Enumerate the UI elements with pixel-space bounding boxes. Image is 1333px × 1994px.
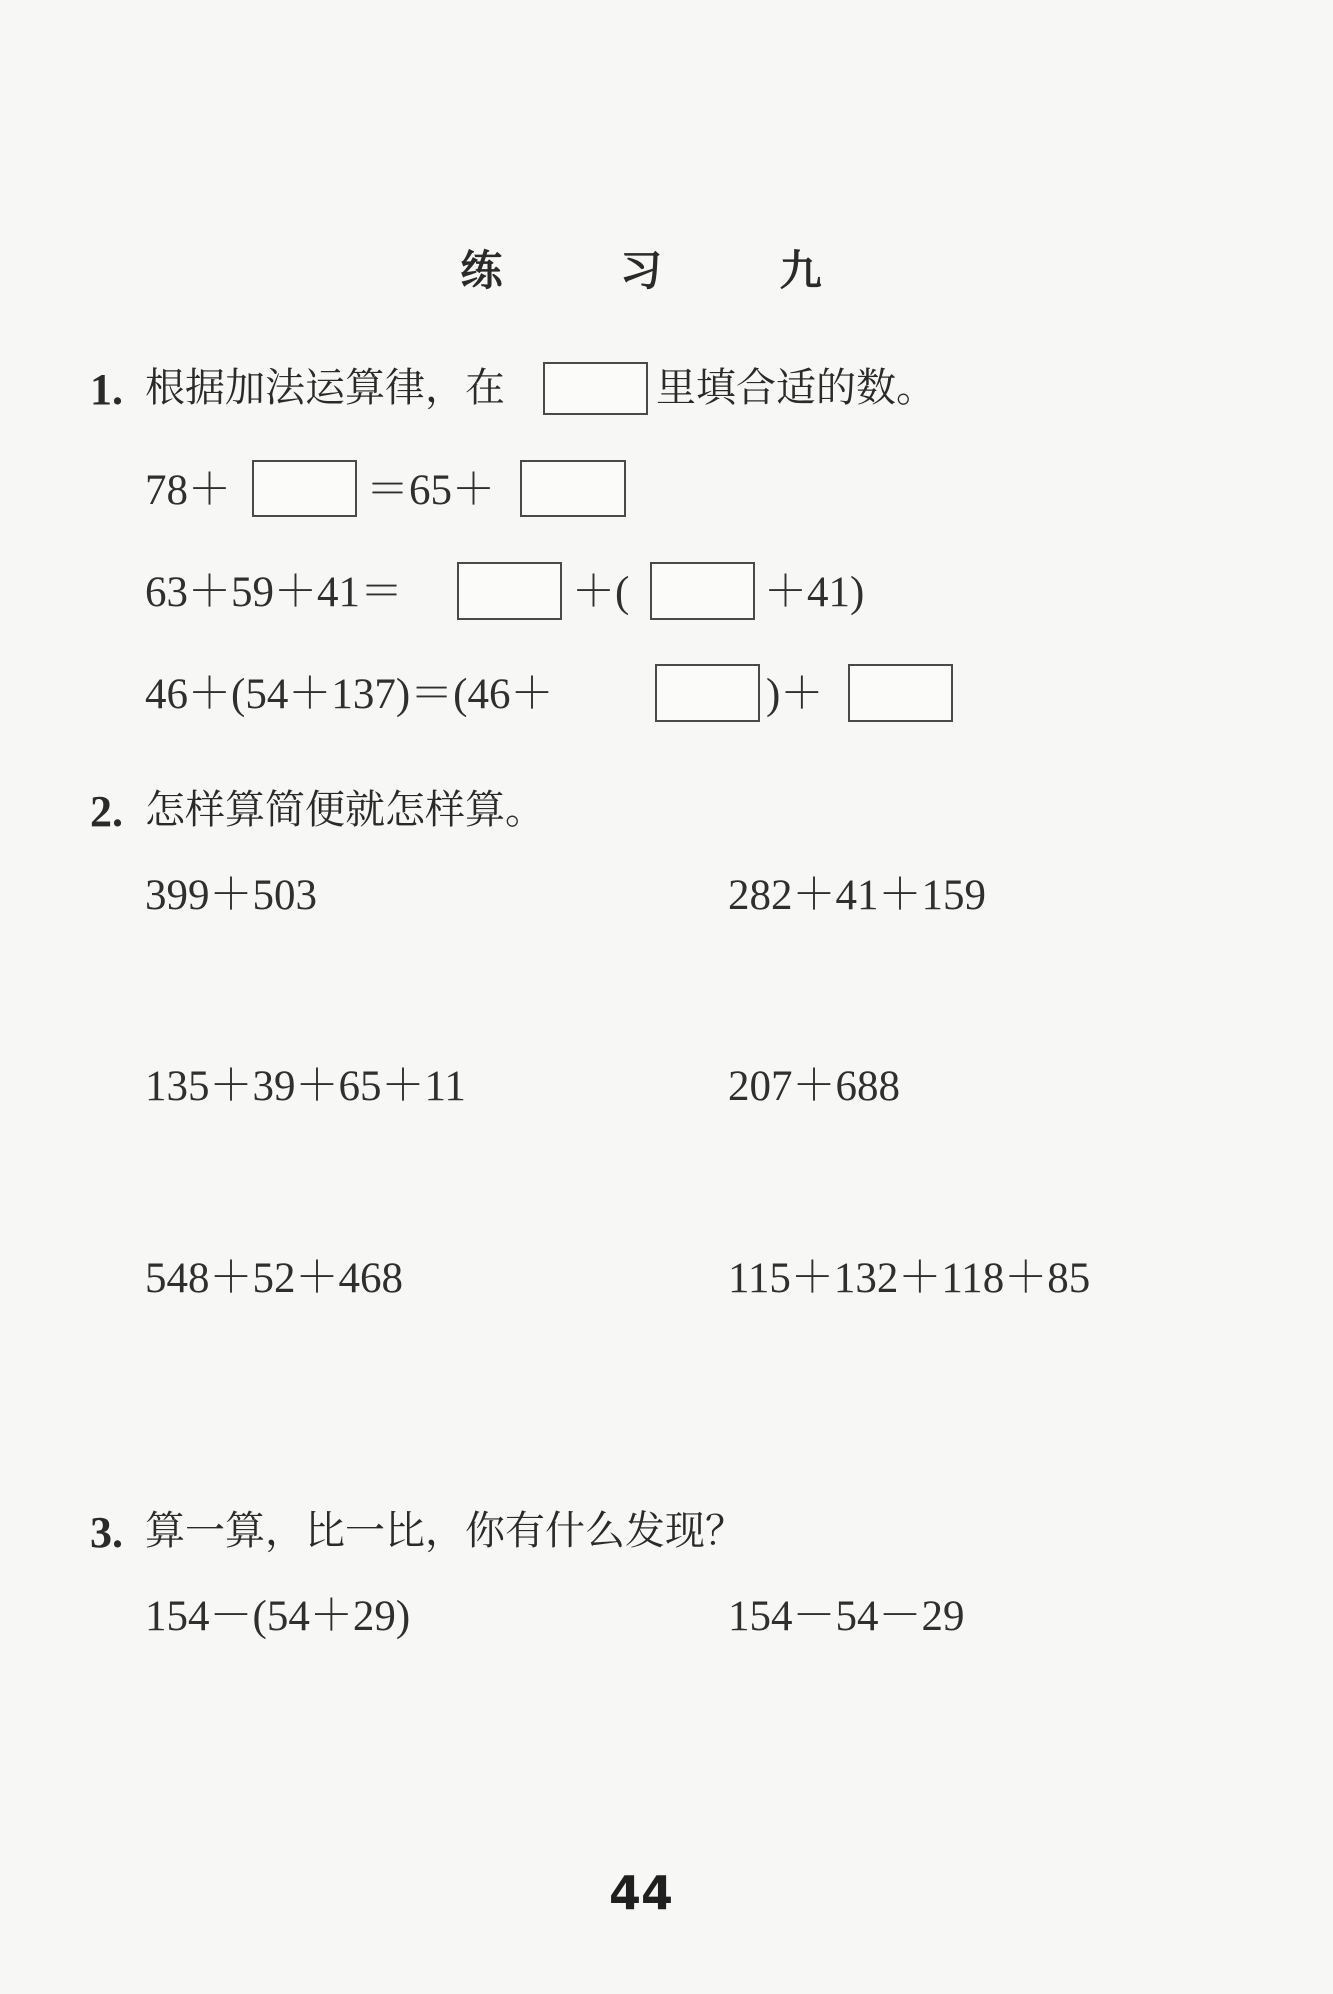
instruction-answer-box [543, 362, 648, 415]
page-title: 练 习 九 [460, 246, 860, 295]
q3-expression: 154－(54＋29) [145, 1593, 411, 1640]
q1-row3-part-a: 46＋(54＋137)＝(46＋ [145, 671, 554, 718]
q2-expression: 399＋503 [145, 872, 317, 919]
q1-row2-part-c: ＋41) [764, 569, 865, 616]
q1-row2-part-a: 63＋59＋41＝ [145, 569, 403, 616]
question-1-text-before: 根据加法运算律，在 [145, 365, 505, 411]
q1-row2-box-2[interactable] [650, 562, 755, 620]
q2-expression: 548＋52＋468 [145, 1255, 403, 1302]
q2-expression: 135＋39＋65＋11 [145, 1063, 466, 1110]
q1-row2-box-1[interactable] [457, 562, 562, 620]
q1-row3-box-2[interactable] [848, 664, 953, 722]
q1-row1-part-b: ＝65＋ [366, 467, 495, 514]
q1-row2-part-b: ＋( [572, 569, 630, 616]
question-2-text: 怎样算简便就怎样算。 [145, 787, 545, 833]
q1-row3-box-1[interactable] [655, 664, 760, 722]
question-1-number: 1. [90, 365, 123, 414]
q3-expression: 154－54－29 [728, 1593, 965, 1640]
q1-row1-part-a: 78＋ [145, 467, 231, 514]
question-3-number: 3. [90, 1508, 123, 1557]
q2-expression: 282＋41＋159 [728, 872, 986, 919]
question-1-text-after: 里填合适的数。 [656, 365, 936, 411]
page-number: 44 [608, 1866, 673, 1920]
question-2-number: 2. [90, 787, 123, 836]
q1-row1-box-1[interactable] [252, 460, 357, 517]
q2-expression: 207＋688 [728, 1063, 900, 1110]
q1-row1-box-2[interactable] [520, 460, 626, 517]
q2-expression: 115＋132＋118＋85 [728, 1255, 1091, 1302]
question-3-text: 算一算，比一比，你有什么发现？ [145, 1508, 745, 1554]
q1-row3-part-b: )＋ [766, 671, 824, 718]
